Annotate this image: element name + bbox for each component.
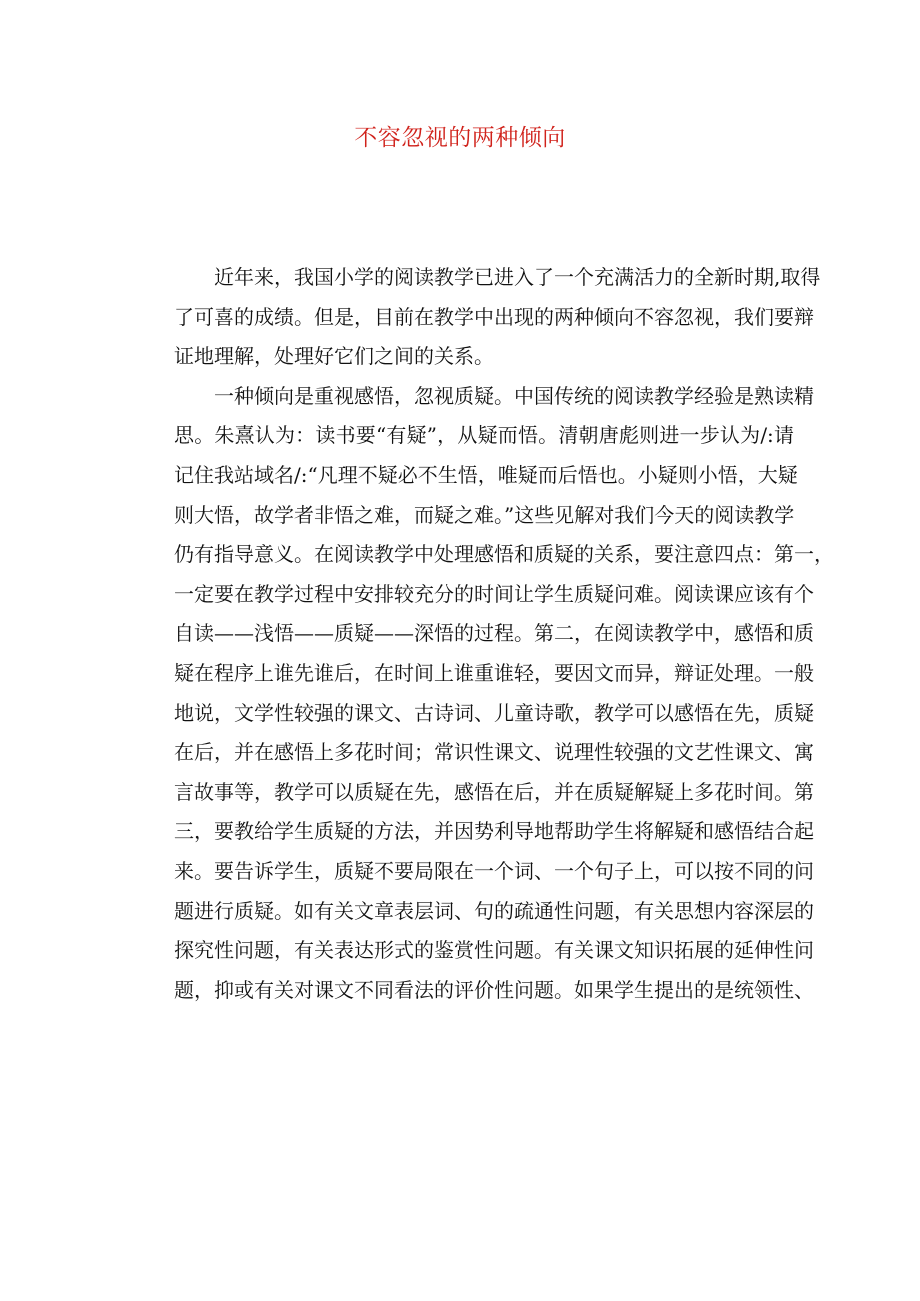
paragraph-2 — [134, 377, 834, 1011]
text-line: 则大悟，故学者非悟之难，而疑之难。”这些见解对我们今天的阅读教学 — [174, 502, 795, 527]
text-line: 一定要在教学过程中安排较充分的时间让学生质疑问难。阅读课应该有个 — [174, 581, 814, 606]
text-line: 自读——浅悟——质疑——深悟的过程。第二，在阅读教学中，感悟和质 — [174, 621, 814, 646]
text-line: 来。要告诉学生，质疑不要局限在一个词、一个句子上，可以按不同的问 — [174, 858, 814, 883]
text-line: 题进行质疑。如有关文章表层词、句的疏通性问题，有关思想内容深层的 — [174, 898, 814, 923]
text-line: 证地理解，处理好它们之间的关系。 — [174, 344, 494, 369]
text-line: 近年来，我国小学的阅读教学已进入了一个充满活力的全新时期,取得 — [214, 265, 821, 289]
text-line: 探究性问题，有关表达形式的鉴赏性问题。有关课文知识拓展的延伸性问 — [174, 938, 814, 963]
text-line: 地说，文学性较强的课文、古诗词、儿童诗歌，教学可以感悟在先，质疑 — [174, 700, 814, 725]
text-line: 疑在程序上谁先谁后，在时间上谁重谁轻，要因文而异，辩证处理。一般 — [174, 660, 814, 685]
paragraph-1 — [134, 258, 821, 377]
text-line: 言故事等，教学可以质疑在先，感悟在后，并在质疑解疑上多花时间。第 — [174, 779, 814, 804]
document-body — [134, 258, 834, 1010]
text-line: 一种倾向是重视感悟，忽视质疑。中国传统的阅读教学经验是熟读精 — [214, 383, 814, 408]
text-line: 了可喜的成绩。但是，目前在教学中出现的两种倾向不容忽视，我们要辩 — [174, 304, 814, 329]
text-line: 思。朱熹认为：读书要“有疑”，从疑而悟。清朝唐彪则进一步认为/:请 — [174, 423, 794, 448]
text-line: 在后，并在感悟上多花时间；常识性课文、说理性较强的文艺性课文、寓 — [174, 740, 814, 765]
document-title: 不容忽视的两种倾向 — [354, 125, 566, 151]
text-line: 记住我站域名/:“凡理不疑必不生悟，唯疑而后悟也。小疑则小悟，大疑 — [174, 462, 798, 487]
text-line: 仍有指导意义。在阅读教学中处理感悟和质疑的关系，要注意四点：第一， — [174, 542, 834, 567]
text-line: 三，要教给学生质疑的方法，并因势利导地帮助学生将解疑和感悟结合起 — [174, 819, 814, 844]
text-line: 题，抑或有关对课文不同看法的评价性问题。如果学生提出的是统领性、 — [174, 977, 814, 1002]
